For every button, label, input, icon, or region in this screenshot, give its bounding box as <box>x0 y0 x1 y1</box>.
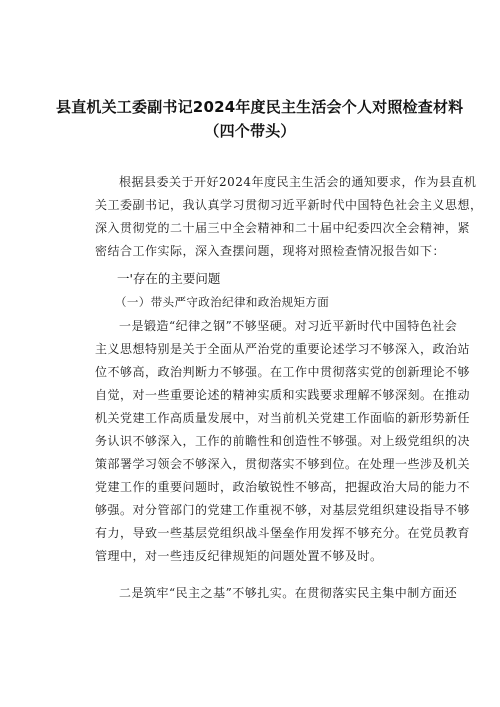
section-heading: 一'存在的主要问题 <box>117 271 221 286</box>
body-paragraph-1 <box>95 315 471 568</box>
para-line: 管理中，对一些违反纪律规矩的问题处置不够及时。 <box>95 549 383 563</box>
document-title: 县直机关工委副书记2024年度民主生活会个人对照检查材料 <box>56 98 464 116</box>
intro-line: 深入贯彻党的二十届三中全会精神和二十届中纪委四次全会精神，紧 <box>95 221 471 235</box>
para-line: 位不够高，政治判断力不够强。在工作中贯彻落实党的创新理论不够 <box>95 365 471 379</box>
para-line: 有力，导致一些基层党组织战斗堡垒作用发挥不够充分。在党员教育 <box>95 526 471 540</box>
intro-line: 关工委副书记，我认真学习贯彻习近平新时代中国特色社会主义思想， <box>95 198 483 212</box>
para-line: 够强。对分管部门的党建工作重视不够，对基层党组织建设指导不够 <box>95 503 471 517</box>
para-line: 务认识不够深入，工作的前瞻性和创造性不够强。对上级党组织的决 <box>95 434 471 448</box>
intro-line: 根据县委关于开好2024年度民主生活会的通知要求，作为县直机 <box>119 175 477 189</box>
para-line: 机关党建工作高质量发展中，对当前机关党建工作面临的新形势新任 <box>95 411 471 425</box>
para-line: 自觉，对一些重要论述的精神实质和实践要求理解不够深刻。在推动 <box>95 388 471 402</box>
para-line: 党建工作的重要问题时，政治敏锐性不够高，把握政治大局的能力不 <box>95 480 471 494</box>
para-line: 二是筑牢“民主之基”不够扎实。在贯彻落实民主集中制方面还 <box>119 586 458 600</box>
para-line: 主义思想特别是关于全面从严治党的重要论述学习不够深入，政治站 <box>95 342 471 356</box>
body-paragraph-2 <box>95 582 458 605</box>
subsection-heading: （一）带头严守政治纪律和政治规矩方面 <box>115 295 330 309</box>
intro-line: 密结合工作实际，深入查摆问题，现将对照检查情况报告如下： <box>95 244 446 258</box>
para-line: 策部署学习领会不够深入，贯彻落实不够到位。在处理一些涉及机关 <box>95 457 471 471</box>
para-line: 一是锻造“纪律之钢”不够坚硬。对习近平新时代中国特色社会 <box>119 319 458 333</box>
document-subtitle: （四个带头） <box>204 122 296 140</box>
intro-paragraph <box>95 171 483 263</box>
